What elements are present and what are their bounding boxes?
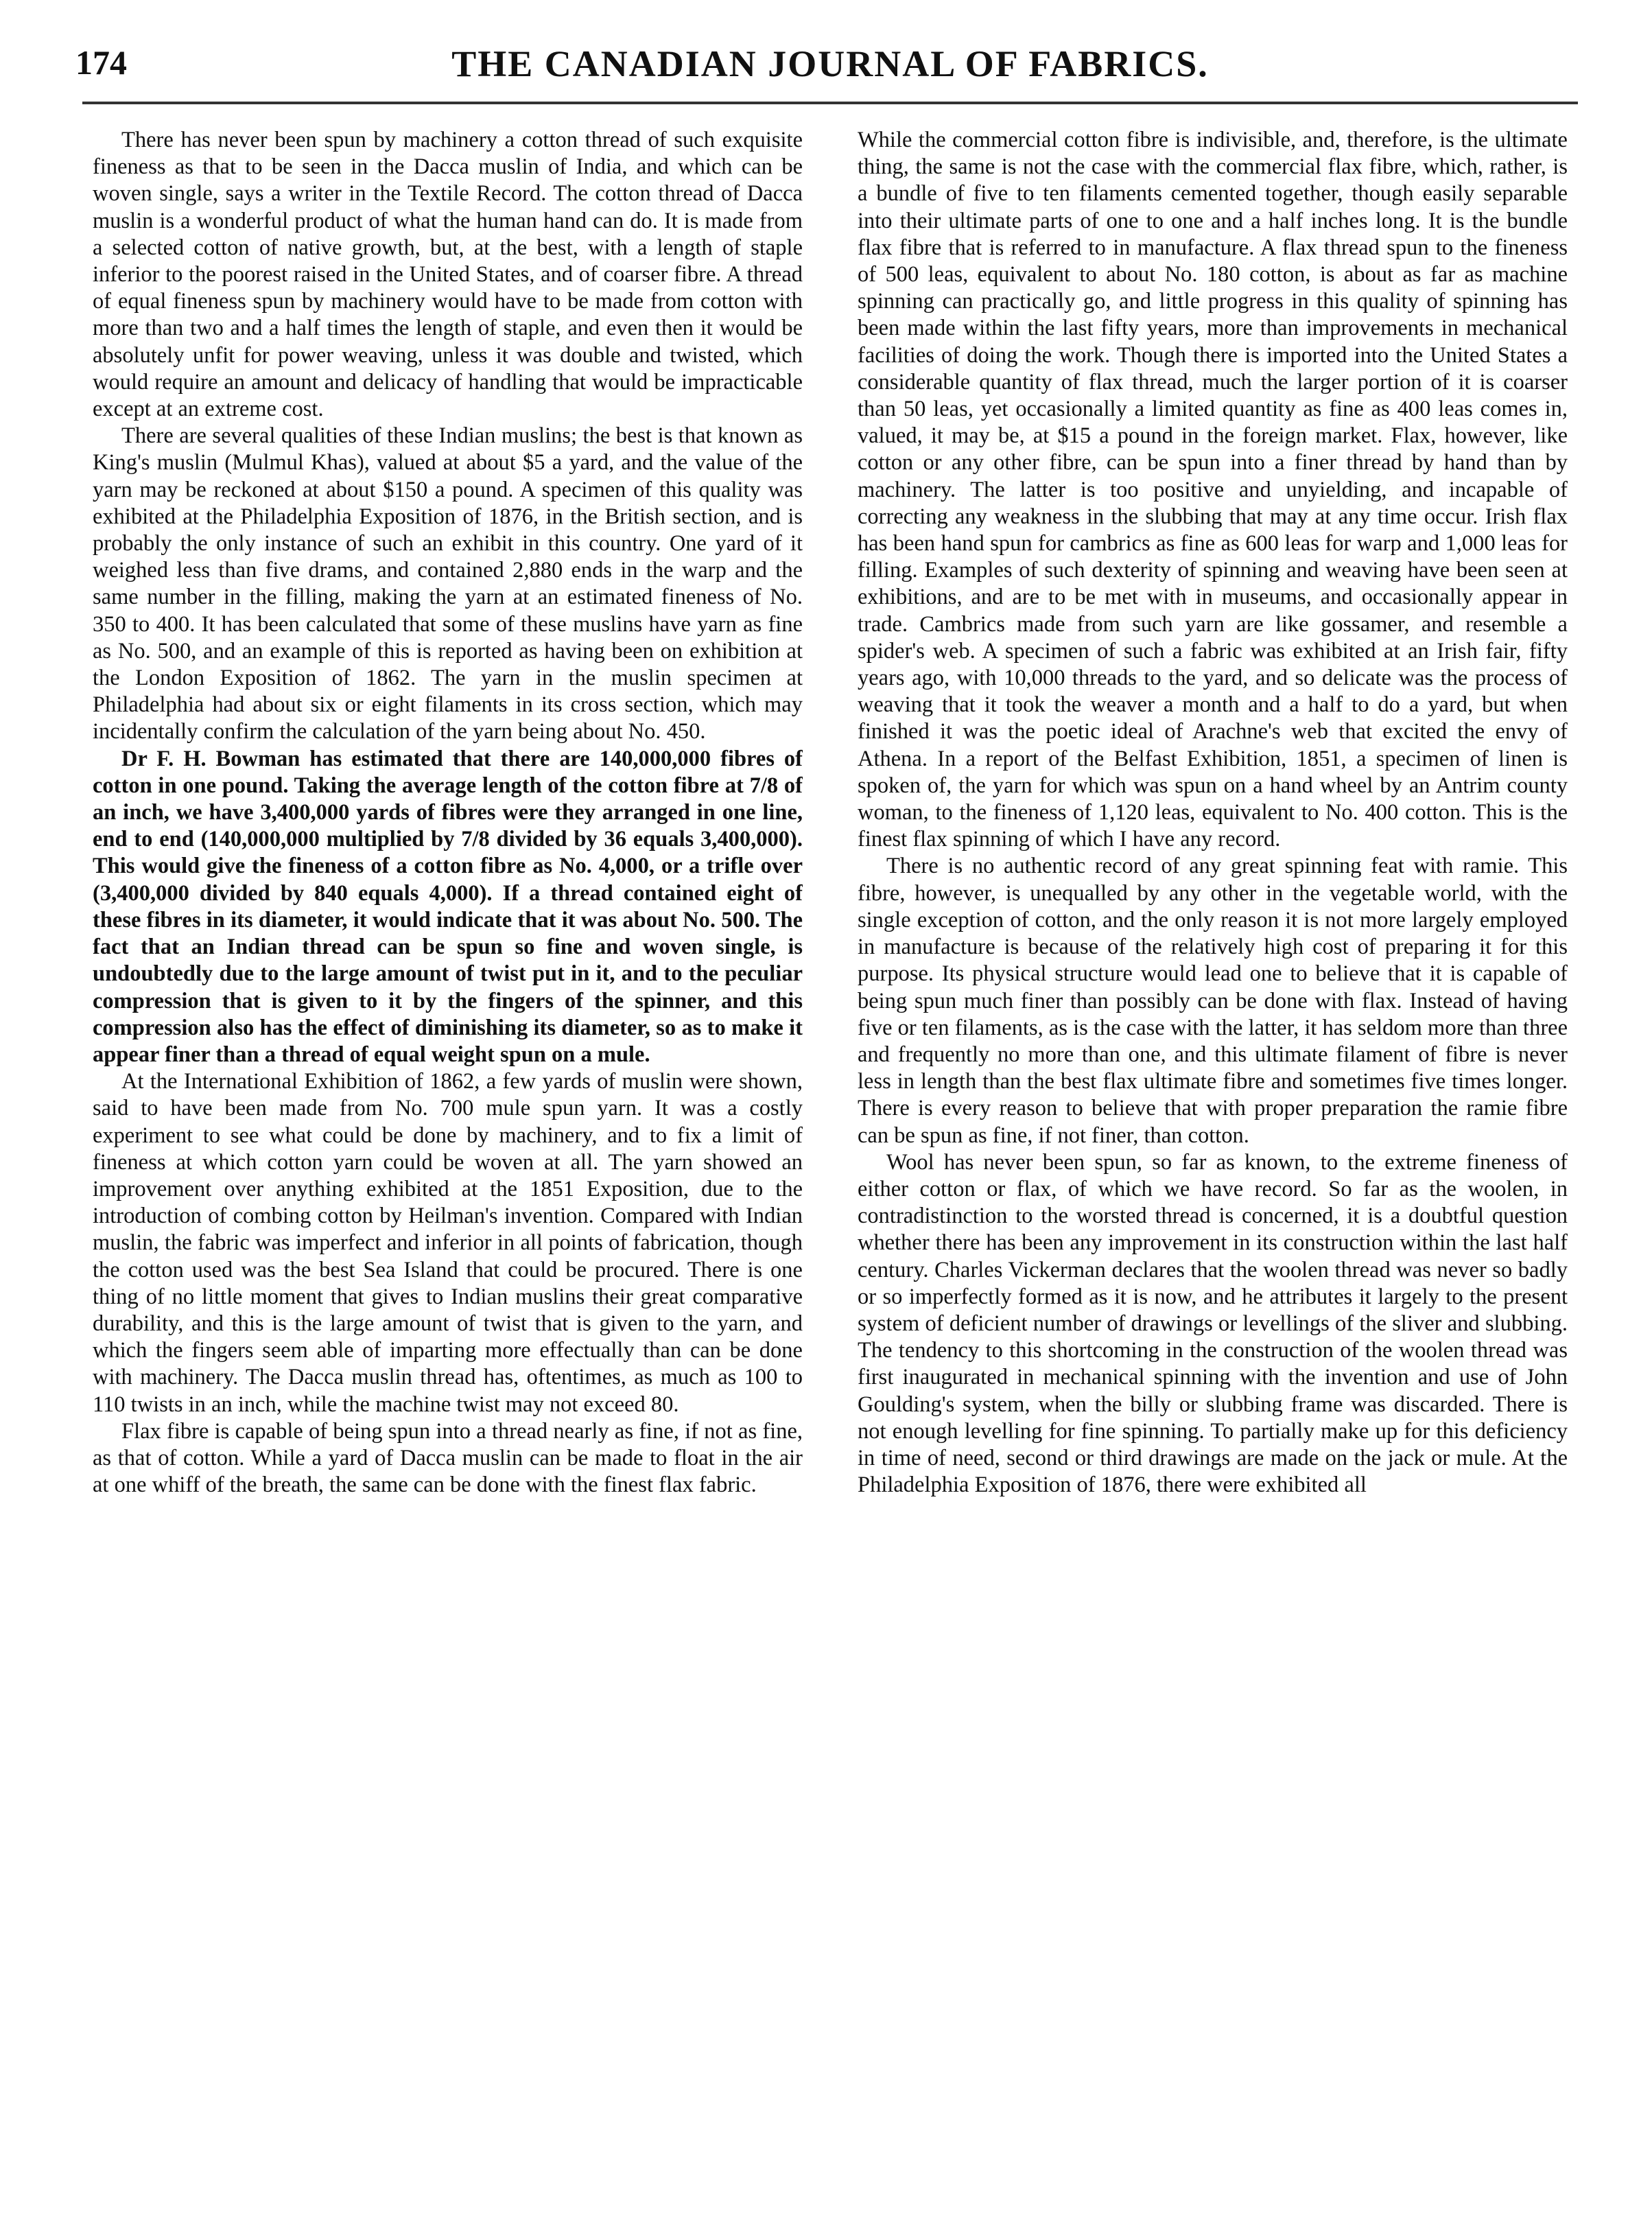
paragraph-dacca-muslin: There has never been spun by machinery a cotton thread of such exquisite fineness as that to be seen in the Dacca muslin of India, and which can be woven single, says a writer in the Textile Record. The cotton thread of Dacca muslin is a wonderful product of what the human hand can do. It is made from a selected cotton of native growth, but, at the best, with a length of staple inferior to the poorest raised in the United States, and of coarser fibre. A thread of equal fineness spun by machinery would have to be made from cotton with more than two and a half times the length of staple, and even then it would be absolutely unfit for power weaving, unless it was double and twisted, which would require an amount and delicacy of handling that would be impracticable except at an extreme cost. (93, 128, 803, 422)
page-header (75, 43, 1585, 97)
paragraph-ramie: There is no authentic record of any great spinning feat with ramie. This fibre, however, is unequalled by any other in the vegetable world, with the single exception of cotton, and the only reason it is not more largely employed in manufacture is because of the relatively high cost of preparing it for this purpose. Its physical structure would lead one to believe that it is capable of being spun much finer than possibly can be done with flax. Instead of having five or ten filaments, as is the case with the latter, it has seldom more than three and frequently no more than one, and this ultimate filament of fibre is never less in length than the best flax ultimate fibre and sometimes five times longer. There is every reason to believe that with proper preparation the ramie fibre can be spun as fine, if not finer, than cotton. (858, 854, 1568, 1148)
header-rule (82, 102, 1578, 104)
paragraph-commercial-flax: While the commercial cotton fibre is indivisible, and, therefore, is the ultimate thing, the same is not the case with the commercial flax fibre, which, rather, is a bundle of five to ten filaments cemented together, though easily separable into their ultimate parts of one to one and a half inches long. It is the bundle flax fibre that is referred to in manufacture. A flax thread spun to the fineness of 500 leas, equivalent to about No. 180 cotton, is about as far as machine spinning can practically go, and little progress in this quality of spinning has been made within the last fifty years, more than improvements in mechanical facilities of doing the work. Though there is imported into the United States a considerable quantity of flax thread, much the larger portion of it is coarser than 50 leas, yet occasionally a limited quantity as fine as 400 leas comes in, valued, it may be, at $15 a pound in the foreign market. Flax, however, like cotton or any other fibre, can be spun into a finer thread by hand than by machinery. The latter is too positive and unyielding, and incapable of correcting any weakness in the slubbing that may at any time occur. Irish flax has been hand spun for cambrics as fine as 600 leas for warp and 1,000 leas for filling. Examples of such dexterity of spinning and weaving have been seen at exhibitions, and are to be met with in museums, and occasionally appear in trade. Cambrics made from such yarn are like gossamer, and resemble a spider's web. A specimen of such a fabric was exhibited at an Irish fair, fifty years ago, with 10,000 threads to the yard, and so delicate was the process of weaving that it took the weaver a month and a half to do a yard, but when finished it was the poetic ideal of Arachne's web that excited the envy of Athena. In a report of the Belfast Exhibition, 1851, a specimen of linen is spoken of, the yarn for which was spun on a hand wheel by an Antrim county woman, to the fineness of 1,120 leas, equivalent to No. 400 cotton. This is the finest flax spinning of which I have any record. (858, 128, 1568, 852)
paragraph-wool: Wool has never been spun, so far as known, to the extreme fineness of either cotton or flax, of which we have record. So far as the woolen, in contradistinction to the worsted thread is concerned, it is a doubtful question whether there has been any improvement in its construction within the last half century. Charles Vickerman declares that the woolen thread was never so badly or so imperfectly formed as it is now, and he attributes it largely to the present system of deficient number of drawings or levellings of the sliver and slubbing. The tendency to this shortcoming in the construction of the woolen thread was first inaugurated in mechanical spinning with the invention and use of John Goulding's system, when the billy or slubbing frame was discarded. There is not enough levelling for fine spinning. To partially make up for this deficiency in time of need, second or third drawings are made on the jack or mule. At the Philadelphia Exposition of 1876, there were exhibited all (858, 1149, 1568, 1498)
right-column (858, 127, 1568, 2199)
journal-title: THE CANADIAN JOURNAL OF FABRICS. (451, 43, 1209, 84)
left-column (93, 127, 803, 2199)
paragraph-exhibition-1862: At the International Exhibition of 1862, a few yards of muslin were shown, said to have been made from No. 700 mule spun yarn. It was a costly experiment to see what could be done by machinery, and to fix a limit of fineness at which cotton yarn could be woven at all. The yarn showed an improvement over anything exhibited at the 1851 Exposition, due to the introduction of combing cotton by Heilman's invention. Compared with Indian muslin, the fabric was imperfect and inferior in all points of fabrication, though the cotton used was the best Sea Island that could be procured. There is one thing of no little moment that gives to Indian muslins their great comparative durability, and this is the large amount of twist that is given to the yarn, and which the fingers seem able of imparting more effectually than can be done with machinery. The Dacca muslin thread has, oftentimes, as much as 100 to 110 twists in an inch, while the machine twist may not exceed 80. (93, 1069, 803, 1417)
paragraph-indian-muslins: There are several qualities of these Indian muslins; the best is that known as King's muslin (Mulmul Khas), valued at about $5 a yard, and the value of the yarn may be reckoned at about $150 a pound. A specimen of this quality was exhibited at the Philadelphia Exposition of 1876, in the British section, and is probably the only instance of such an exhibit in this country. One yard of it weighed less than five drams, and contained 2,880 ends in the warp and the same number in the filling, making the yarn at an estimated fineness of No. 350 to 400. It has been calculated that some of these muslins have yarn as fine as No. 500, and an example of this is reported as having been on exhibition at the London Exposition of 1862. The yarn in the muslin specimen at Philadelphia had about six or eight filaments in its cross section, which may incidentally confirm the calculation of the yarn being about No. 450. (93, 423, 803, 744)
page-number: 174 (75, 43, 127, 82)
paragraph-bowman-estimate: Dr F. H. Bowman has estimated that there are 140,000,000 fibres of cotton in one pound. Taking the average length of the cotton fibre at 7/8 of an inch, we have 3,400,000 yards of fibres were they arranged in one line, end to end (140,000,000 multiplied by 7/8 divided by 36 equals 3,400,000). This would give the fineness of a cotton fibre as No. 4,000, or a trifle over (3,400,000 divided by 840 equals 4,000). If a thread contained eight of these fibres in its diameter, it would indicate that it was about No. 500. The fact that an Indian thread can be spun so fine and woven single, is undoubtedly due to the large amount of twist put in it, and to the peculiar compression that is given to it by the fingers of the spinner, and this compression also has the effect of diminishing its diameter, so as to make it appear finer than a thread of equal weight spun on a mule. (93, 746, 803, 1067)
paragraph-flax-fibre: Flax fibre is capable of being spun into a thread nearly as fine, if not as fine, as that of cotton. While a yard of Dacca muslin can be made to float in the air at one whiff of the breath, the same can be done with the finest flax fabric. (93, 1418, 803, 1498)
